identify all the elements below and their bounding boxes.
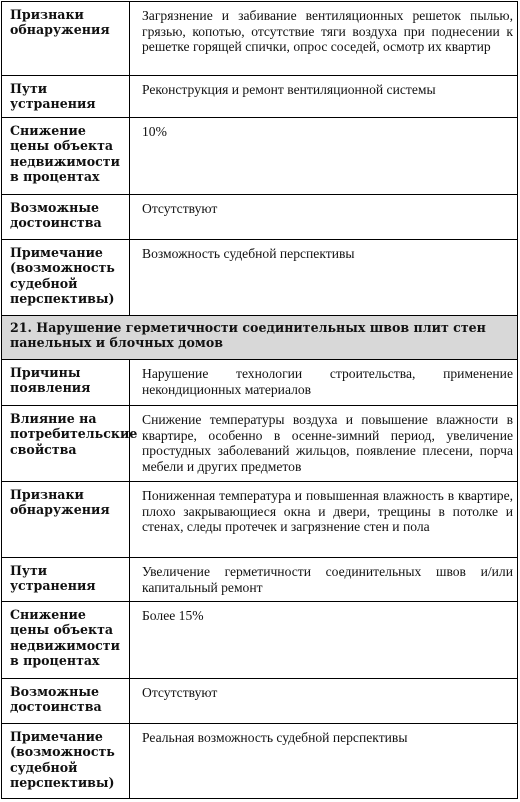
row-label: Возможные достоинства [2, 679, 130, 723]
table-row [1, 558, 518, 602]
table-row [1, 2, 518, 76]
table-row [1, 602, 518, 679]
row-value: 10% [142, 124, 167, 139]
row-value: Реальная возможность судебной перспективы [142, 730, 408, 745]
table-row [1, 118, 518, 195]
row-value: Пониженная температура и повышенная влажность в квартире, плохо закрывающиеся окна и двери, трещины в потолке и стенах, следы протечек и загрязнение стен и пола [142, 488, 513, 534]
row-label: Примечание (возможность судебной перспективы) [2, 240, 130, 315]
defects-table [1, 1, 518, 799]
row-value: Реконструкция и ремонт вентиляционной системы [142, 82, 436, 97]
row-label: Возможные достоинства [2, 195, 130, 239]
row-label: Признаки обнаружения [2, 2, 130, 75]
row-value: Более 15% [142, 608, 204, 623]
row-value: Отсутствуют [142, 201, 218, 216]
table-row [1, 724, 518, 799]
row-label: Примечание (возможность судебной перспективы) [2, 724, 130, 798]
table-row [1, 360, 518, 406]
table-row [1, 76, 518, 118]
table-row [1, 482, 518, 558]
row-label: Причины появления [2, 360, 130, 405]
row-label: Снижение цены объекта недвижимости в процентах [2, 602, 130, 678]
row-label: Влияние на потребительские свойства [2, 406, 130, 481]
table-row [1, 195, 518, 240]
row-value: Отсутствуют [142, 685, 218, 700]
row-value: Возможность судебной перспективы [142, 246, 355, 261]
section-title: 21. Нарушение герметичности соединительных швов плит стен панельных и блочных домов [1, 316, 518, 360]
table-row [1, 679, 518, 724]
row-value: Нарушение технологии строительства, применение некондиционных материалов [142, 366, 513, 397]
row-value: Снижение температуры воздуха и повышение влажности в квартире, особенно в осенне-зимний период, увеличение простудных заболеваний жильцов, появление плесени, порча мебели и других предметов [142, 412, 513, 474]
row-label: Пути устранения [2, 76, 130, 117]
table-row [1, 406, 518, 482]
row-label: Признаки обнаружения [2, 482, 130, 557]
row-label: Снижение цены объекта недвижимости в процентах [2, 118, 130, 194]
row-value: Загрязнение и забивание вентиляционных решеток пылью, грязью, копотью, отсутствие тяги воздуха при поднесении к решетке горящей спички, опрос соседей, осмотр их квартир [142, 8, 513, 54]
table-row [1, 240, 518, 316]
row-value: Увеличение герметичности соединительных швов и/или капитальный ремонт [142, 564, 513, 595]
row-label: Пути устранения [2, 558, 130, 601]
